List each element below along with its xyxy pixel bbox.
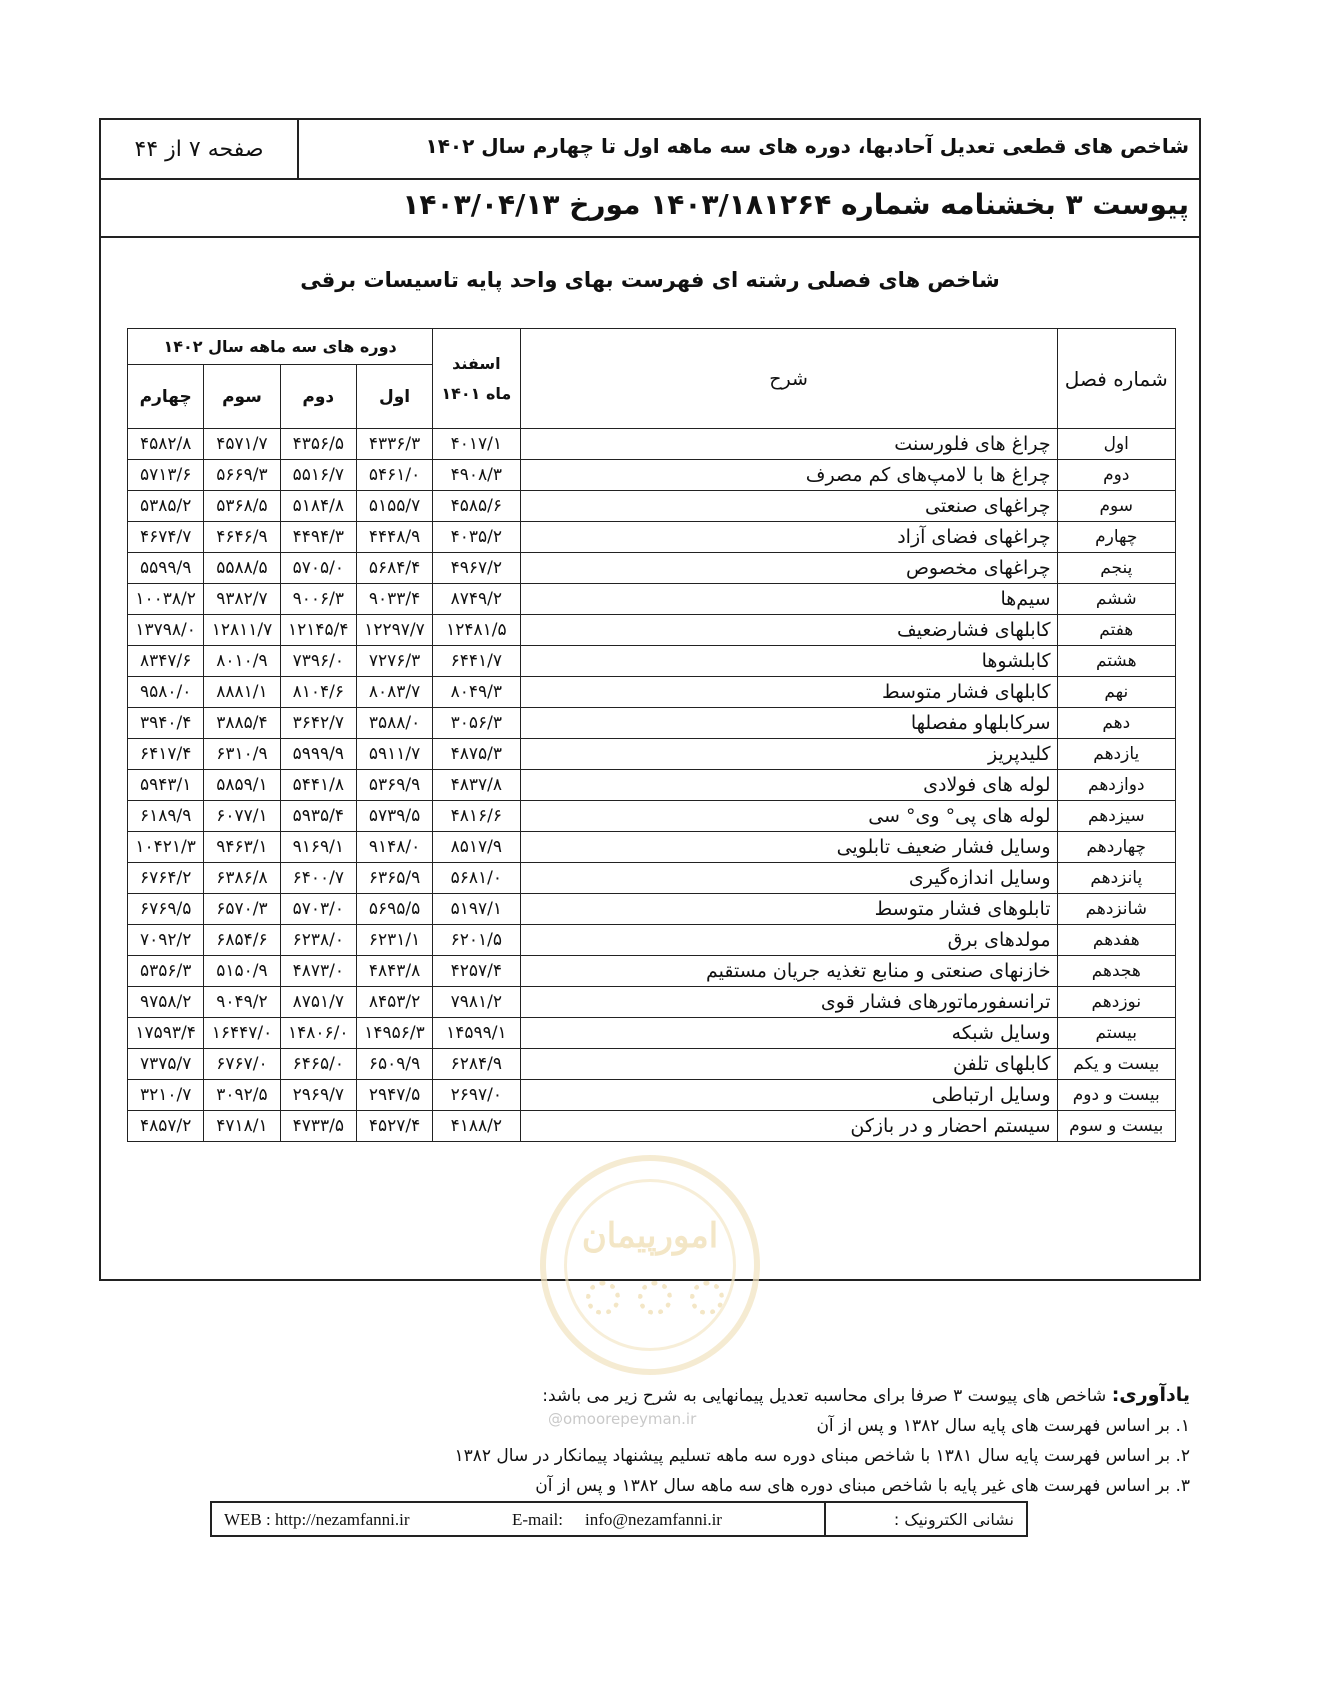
description-cell: کابلهای فشارضعیف (520, 615, 1057, 646)
gear-icon (690, 1281, 724, 1315)
gear-icon (586, 1281, 620, 1315)
chapter-cell: نهم (1057, 677, 1175, 708)
table-row (128, 770, 1176, 801)
q1-cell: ۵۹۱۱/۷ (356, 739, 432, 770)
q1-cell: ۹۰۳۳/۴ (356, 584, 432, 615)
esfand-cell: ۴۸۷۵/۳ (433, 739, 520, 770)
description-cell: لوله های فولادی (520, 770, 1057, 801)
q4-cell: ۳۹۴۰/۴ (128, 708, 204, 739)
q3-cell: ۶۳۱۰/۹ (204, 739, 280, 770)
table-row (128, 553, 1176, 584)
q2-cell: ۳۶۴۲/۷ (280, 708, 356, 739)
q2-cell: ۵۹۳۵/۴ (280, 801, 356, 832)
notes-intro: شاخص های پیوست ۳ صرفا برای محاسبه تعدیل پیمانهایی به شرح زیر می باشد: (542, 1386, 1107, 1406)
q3-cell: ۶۰۷۷/۱ (204, 801, 280, 832)
table-row (128, 522, 1176, 553)
q3-cell: ۶۳۸۶/۸ (204, 863, 280, 894)
description-cell: مولدهای برق (520, 925, 1057, 956)
q2-cell: ۵۷۰۵/۰ (280, 553, 356, 584)
q1-cell: ۵۴۶۱/۰ (356, 460, 432, 491)
chapter-cell: بیست و یکم (1057, 1049, 1175, 1080)
q3-cell: ۵۱۵۰/۹ (204, 956, 280, 987)
table-row (128, 925, 1176, 956)
q4-cell: ۴۶۷۴/۷ (128, 522, 204, 553)
notes-section (290, 1380, 1190, 1501)
header-top (101, 120, 1199, 180)
q2-cell: ۵۵۱۶/۷ (280, 460, 356, 491)
description-cell: چراغ های فلورسنت (520, 429, 1057, 460)
q1-cell: ۵۶۹۵/۵ (356, 894, 432, 925)
document-title: شاخص های قطعی تعدیل آحادبها، دوره های سه ماهه اول تا چهارم سال ۱۴۰۲ (425, 134, 1189, 158)
q3-cell: ۴۶۴۶/۹ (204, 522, 280, 553)
table-row (128, 894, 1176, 925)
header-annex (101, 180, 1199, 238)
note-item: ۳. بر اساس فهرست های غیر پایه با شاخص مبنای دوره های سه ماهه سال ۱۳۸۲ و پس از آن (535, 1476, 1190, 1496)
description-cell: سیستم احضار و در بازکن (520, 1111, 1057, 1142)
col-q4: چهارم (128, 365, 204, 429)
esfand-cell: ۷۹۸۱/۲ (433, 987, 520, 1018)
esfand-cell: ۶۲۸۴/۹ (433, 1049, 520, 1080)
esfand-cell: ۵۶۸۱/۰ (433, 863, 520, 894)
description-cell: سیم‌ها (520, 584, 1057, 615)
q3-cell: ۹۳۸۲/۷ (204, 584, 280, 615)
col-chapter: شماره فصل (1057, 329, 1175, 429)
watermark-text: امورپیمان (581, 1216, 719, 1256)
q3-cell: ۵۵۸۸/۵ (204, 553, 280, 584)
q3-cell: ۶۷۶۷/۰ (204, 1049, 280, 1080)
table-row (128, 801, 1176, 832)
q2-cell: ۱۲۱۴۵/۴ (280, 615, 356, 646)
description-cell: تابلوهای فشار متوسط (520, 894, 1057, 925)
chapter-cell: بیستم (1057, 1018, 1175, 1049)
q2-cell: ۱۴۸۰۶/۰ (280, 1018, 356, 1049)
chapter-cell: پنجم (1057, 553, 1175, 584)
table-row (128, 677, 1176, 708)
esfand-cell: ۸۰۴۹/۳ (433, 677, 520, 708)
index-table (127, 328, 1176, 1142)
esfand-cell: ۴۹۰۸/۳ (433, 460, 520, 491)
chapter-cell: هجدهم (1057, 956, 1175, 987)
chapter-cell: چهارم (1057, 522, 1175, 553)
description-cell: وسایل فشار ضعیف تابلویی (520, 832, 1057, 863)
watermark-url: @omoorepeyman.ir (548, 1410, 697, 1428)
q4-cell: ۶۱۸۹/۹ (128, 801, 204, 832)
description-cell: لوله های پی° وی° سی (520, 801, 1057, 832)
q2-cell: ۸۱۰۴/۶ (280, 677, 356, 708)
description-cell: کابلهای تلفن (520, 1049, 1057, 1080)
q2-cell: ۶۴۶۵/۰ (280, 1049, 356, 1080)
q3-cell: ۵۳۶۸/۵ (204, 491, 280, 522)
q2-cell: ۴۸۷۳/۰ (280, 956, 356, 987)
table-row (128, 1049, 1176, 1080)
description-cell: سرکابلهاو مفصلها (520, 708, 1057, 739)
esfand-cell: ۴۰۱۷/۱ (433, 429, 520, 460)
table-row (128, 584, 1176, 615)
q4-cell: ۵۷۱۳/۶ (128, 460, 204, 491)
gear-icon (638, 1281, 672, 1315)
table-row (128, 739, 1176, 770)
chapter-cell: سوم (1057, 491, 1175, 522)
q4-cell: ۷۳۷۵/۷ (128, 1049, 204, 1080)
footer-box (210, 1501, 1028, 1537)
col-description: شرح (520, 329, 1057, 429)
table-row (128, 956, 1176, 987)
q2-cell: ۶۲۳۸/۰ (280, 925, 356, 956)
q1-cell: ۴۵۲۷/۴ (356, 1111, 432, 1142)
q3-cell: ۳۰۹۲/۵ (204, 1080, 280, 1111)
table-row (128, 832, 1176, 863)
esfand-cell: ۸۵۱۷/۹ (433, 832, 520, 863)
q3-cell: ۸۸۸۱/۱ (204, 677, 280, 708)
table-row (128, 615, 1176, 646)
q2-cell: ۶۴۰۰/۷ (280, 863, 356, 894)
q1-cell: ۴۴۴۸/۹ (356, 522, 432, 553)
q2-cell: ۲۹۶۹/۷ (280, 1080, 356, 1111)
q3-cell: ۴۷۱۸/۱ (204, 1111, 280, 1142)
esfand-cell: ۲۶۹۷/۰ (433, 1080, 520, 1111)
email-link[interactable]: info@nezamfanni.ir (584, 1510, 722, 1529)
chapter-cell: دوازدهم (1057, 770, 1175, 801)
q4-cell: ۶۴۱۷/۴ (128, 739, 204, 770)
q3-cell: ۹۰۴۹/۲ (204, 987, 280, 1018)
esfand-cell: ۵۱۹۷/۱ (433, 894, 520, 925)
esfand-cell: ۴۸۱۶/۶ (433, 801, 520, 832)
description-cell: وسایل شبکه (520, 1018, 1057, 1049)
q1-cell: ۴۳۳۶/۳ (356, 429, 432, 460)
col-q1: اول (356, 365, 432, 429)
q2-cell: ۵۴۴۱/۸ (280, 770, 356, 801)
description-cell: چراغ ها با لامپ‌های کم مصرف (520, 460, 1057, 491)
q4-cell: ۴۸۵۷/۲ (128, 1111, 204, 1142)
col-q2: دوم (280, 365, 356, 429)
q2-cell: ۴۳۵۶/۵ (280, 429, 356, 460)
col-esfand: اسفند ماه ۱۴۰۱ (433, 329, 520, 429)
table-row (128, 863, 1176, 894)
q4-cell: ۸۳۴۷/۶ (128, 646, 204, 677)
q1-cell: ۱۴۹۵۶/۳ (356, 1018, 432, 1049)
q3-cell: ۸۰۱۰/۹ (204, 646, 280, 677)
description-cell: کابلهای فشار متوسط (520, 677, 1057, 708)
q4-cell: ۴۵۸۲/۸ (128, 429, 204, 460)
esfand-cell: ۴۹۶۷/۲ (433, 553, 520, 584)
description-cell: چراغهای مخصوص (520, 553, 1057, 584)
note-item: ۲. بر اساس فهرست پایه سال ۱۳۸۱ با شاخص مبنای دوره سه ماهه تسلیم پیشنهاد پیمانکار در سال ۱۳۸۲ (454, 1446, 1190, 1466)
q1-cell: ۱۲۲۹۷/۷ (356, 615, 432, 646)
chapter-cell: هشتم (1057, 646, 1175, 677)
table-row (128, 987, 1176, 1018)
q2-cell: ۹۱۶۹/۱ (280, 832, 356, 863)
table-title: شاخص های فصلی رشته ای فهرست بهای واحد پایه تاسیسات برقی (300, 268, 1000, 292)
chapter-cell: شانزدهم (1057, 894, 1175, 925)
description-cell: وسایل اندازه‌گیری (520, 863, 1057, 894)
chapter-cell: یازدهم (1057, 739, 1175, 770)
esfand-cell: ۶۴۴۱/۷ (433, 646, 520, 677)
q1-cell: ۹۱۴۸/۰ (356, 832, 432, 863)
q4-cell: ۱۷۵۹۳/۴ (128, 1018, 204, 1049)
col-q3: سوم (204, 365, 280, 429)
chapter-cell: اول (1057, 429, 1175, 460)
q3-cell: ۹۴۶۳/۱ (204, 832, 280, 863)
chapter-cell: بیست و دوم (1057, 1080, 1175, 1111)
annex-title: پیوست ۳ بخشنامه شماره ۱۴۰۳/۱۸۱۲۶۴ مورخ ۱۴۰۳/۰۴/۱۳ (402, 188, 1189, 221)
table-row (128, 491, 1176, 522)
description-cell: چراغهای صنعتی (520, 491, 1057, 522)
note-item: ۱. بر اساس فهرست های پایه سال ۱۳۸۲ و پس از آن (816, 1416, 1190, 1436)
table-row (128, 1080, 1176, 1111)
esfand-cell: ۴۰۳۵/۲ (433, 522, 520, 553)
q4-cell: ۱۰۴۲۱/۳ (128, 832, 204, 863)
description-cell: ترانسفورماتورهای فشار قوی (520, 987, 1057, 1018)
chapter-cell: نوزدهم (1057, 987, 1175, 1018)
chapter-cell: دهم (1057, 708, 1175, 739)
description-cell: خازنهای صنعتی و منابع تغذیه جریان مستقیم (520, 956, 1057, 987)
q2-cell: ۷۳۹۶/۰ (280, 646, 356, 677)
q3-cell: ۵۶۶۹/۳ (204, 460, 280, 491)
q4-cell: ۱۳۷۹۸/۰ (128, 615, 204, 646)
chapter-cell: دوم (1057, 460, 1175, 491)
q4-cell: ۶۷۶۴/۲ (128, 863, 204, 894)
watermark-seal-icon (540, 1155, 760, 1375)
footer-divider (824, 1503, 826, 1535)
q2-cell: ۵۷۰۳/۰ (280, 894, 356, 925)
description-cell: وسایل ارتباطی (520, 1080, 1057, 1111)
q1-cell: ۸۴۵۳/۲ (356, 987, 432, 1018)
table-row (128, 429, 1176, 460)
q1-cell: ۶۵۰۹/۹ (356, 1049, 432, 1080)
email-label: E-mail: (512, 1510, 563, 1529)
q4-cell: ۵۳۸۵/۲ (128, 491, 204, 522)
esfand-cell: ۴۵۸۵/۶ (433, 491, 520, 522)
notes-label: یادآوری: (1111, 1384, 1190, 1406)
table-body (128, 429, 1176, 1142)
chapter-cell: بیست و سوم (1057, 1111, 1175, 1142)
page-number: صفحه ۷ از ۴۴ (101, 120, 299, 178)
esfand-cell: ۴۱۸۸/۲ (433, 1111, 520, 1142)
description-cell: کابلشوها (520, 646, 1057, 677)
q3-cell: ۶۸۵۴/۶ (204, 925, 280, 956)
q2-cell: ۹۰۰۶/۳ (280, 584, 356, 615)
q1-cell: ۵۱۵۵/۷ (356, 491, 432, 522)
q2-cell: ۵۱۸۴/۸ (280, 491, 356, 522)
esfand-cell: ۶۲۰۱/۵ (433, 925, 520, 956)
esfand-cell: ۴۸۳۷/۸ (433, 770, 520, 801)
q4-cell: ۵۹۴۳/۱ (128, 770, 204, 801)
chapter-cell: هفدهم (1057, 925, 1175, 956)
table-row (128, 1018, 1176, 1049)
description-cell: کلیدپریز (520, 739, 1057, 770)
web-link[interactable]: WEB : http://nezamfanni.ir (224, 1510, 410, 1529)
q1-cell: ۷۲۷۶/۳ (356, 646, 432, 677)
esfand-cell: ۸۷۴۹/۲ (433, 584, 520, 615)
esfand-cell: ۱۲۴۸۱/۵ (433, 615, 520, 646)
q4-cell: ۶۷۶۹/۵ (128, 894, 204, 925)
table-row (128, 1111, 1176, 1142)
chapter-cell: ششم (1057, 584, 1175, 615)
address-label: نشانی الکترونیک : (893, 1510, 1014, 1529)
q4-cell: ۱۰۰۳۸/۲ (128, 584, 204, 615)
q3-cell: ۱۲۸۱۱/۷ (204, 615, 280, 646)
q3-cell: ۶۵۷۰/۳ (204, 894, 280, 925)
table-row (128, 646, 1176, 677)
q1-cell: ۵۳۶۹/۹ (356, 770, 432, 801)
q2-cell: ۴۷۳۳/۵ (280, 1111, 356, 1142)
q4-cell: ۷۰۹۲/۲ (128, 925, 204, 956)
email-field (490, 1510, 722, 1530)
q1-cell: ۳۵۸۸/۰ (356, 708, 432, 739)
esfand-cell: ۳۰۵۶/۳ (433, 708, 520, 739)
q4-cell: ۳۲۱۰/۷ (128, 1080, 204, 1111)
chapter-cell: سیزدهم (1057, 801, 1175, 832)
q4-cell: ۵۵۹۹/۹ (128, 553, 204, 584)
q1-cell: ۲۹۴۷/۵ (356, 1080, 432, 1111)
q3-cell: ۱۶۴۴۷/۰ (204, 1018, 280, 1049)
esfand-cell: ۱۴۵۹۹/۱ (433, 1018, 520, 1049)
col-period-group: دوره های سه ماهه سال ۱۴۰۲ (128, 329, 433, 365)
q1-cell: ۸۰۸۳/۷ (356, 677, 432, 708)
q1-cell: ۶۳۶۵/۹ (356, 863, 432, 894)
q1-cell: ۶۲۳۱/۱ (356, 925, 432, 956)
notes-heading (290, 1380, 1190, 1411)
q4-cell: ۹۷۵۸/۲ (128, 987, 204, 1018)
q3-cell: ۳۸۸۵/۴ (204, 708, 280, 739)
q4-cell: ۵۳۵۶/۳ (128, 956, 204, 987)
chapter-cell: پانزدهم (1057, 863, 1175, 894)
chapter-cell: هفتم (1057, 615, 1175, 646)
q2-cell: ۵۹۹۹/۹ (280, 739, 356, 770)
q3-cell: ۴۵۷۱/۷ (204, 429, 280, 460)
table-row (128, 708, 1176, 739)
q2-cell: ۸۷۵۱/۷ (280, 987, 356, 1018)
chapter-cell: چهاردهم (1057, 832, 1175, 863)
description-cell: چراغهای فضای آزاد (520, 522, 1057, 553)
document-frame (99, 118, 1201, 1281)
table-row (128, 460, 1176, 491)
q1-cell: ۵۶۸۴/۴ (356, 553, 432, 584)
q4-cell: ۹۵۸۰/۰ (128, 677, 204, 708)
esfand-cell: ۴۲۵۷/۴ (433, 956, 520, 987)
q1-cell: ۴۸۴۳/۸ (356, 956, 432, 987)
q3-cell: ۵۸۵۹/۱ (204, 770, 280, 801)
q1-cell: ۵۷۳۹/۵ (356, 801, 432, 832)
q2-cell: ۴۴۹۴/۳ (280, 522, 356, 553)
